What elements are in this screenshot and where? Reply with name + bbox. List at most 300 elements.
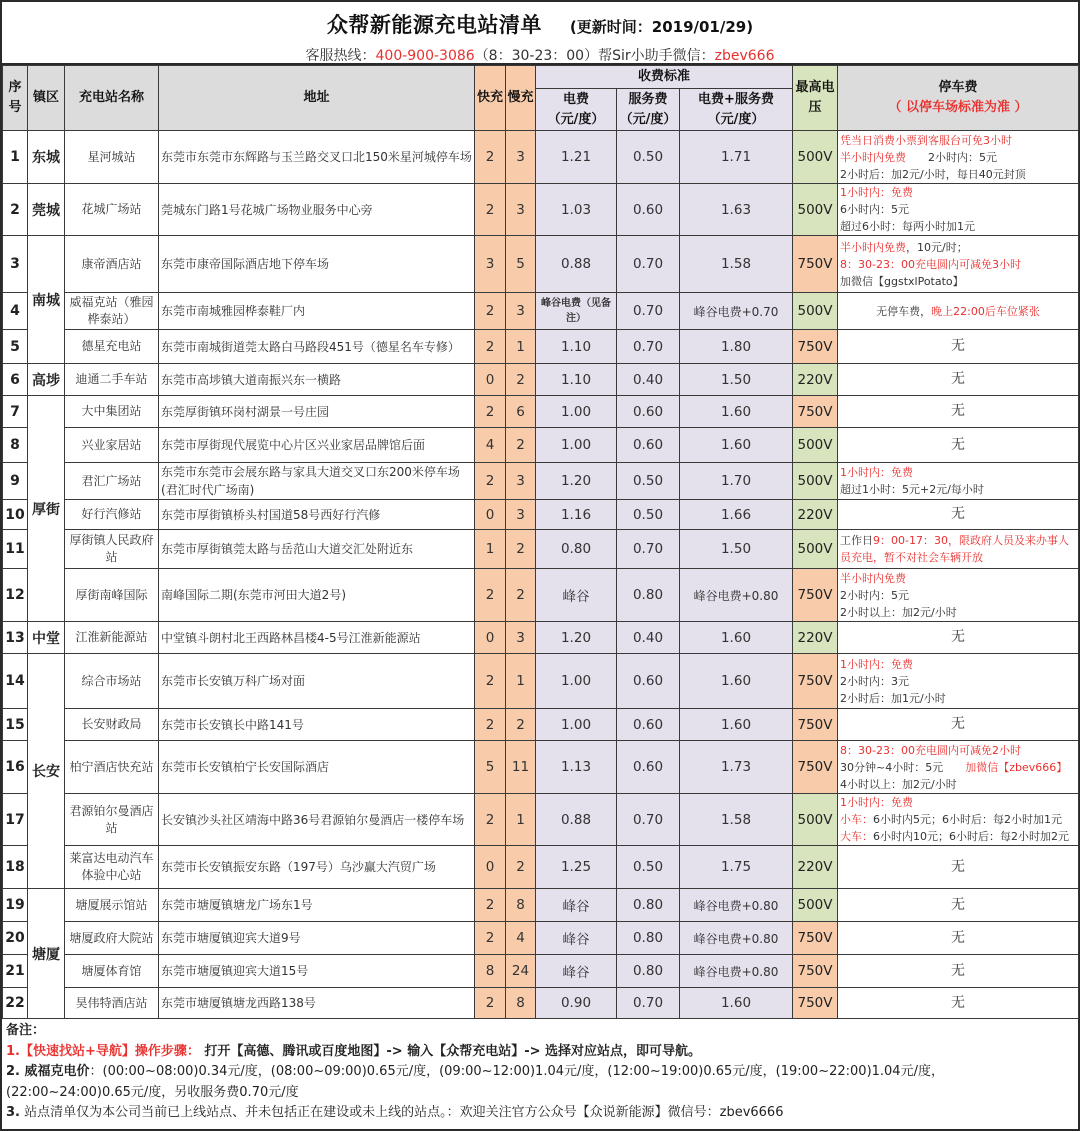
row-fast-count: 2 [475, 463, 506, 500]
parking-line-tail: 2小时内：5元 [906, 150, 997, 164]
row-elec-fee: 1.20 [536, 622, 617, 654]
row-slow-count: 8 [506, 988, 536, 1019]
row-elec-fee: 1.13 [536, 741, 617, 794]
parking-line [840, 132, 1076, 149]
row-town: 厚街 [28, 396, 65, 622]
row-fast-count: 0 [475, 500, 506, 530]
parking-line [840, 256, 1076, 273]
note-2-body2: (22:00~24:00)0.65元/度，另收服务费0.70元/度 [6, 1084, 299, 1100]
row-station-name: 君源铂尔曼酒店站 [65, 794, 159, 846]
row-seq: 9 [3, 463, 28, 500]
row-station-name: 德星充电站 [65, 330, 159, 364]
parking-line [840, 184, 1076, 201]
row-town: 东城 [28, 131, 65, 184]
col-fee-group: 收费标准 [536, 66, 793, 89]
table-row [3, 709, 1079, 741]
row-total-fee: 1.60 [680, 622, 793, 654]
row-slow-count: 6 [506, 396, 536, 428]
row-total-fee: 1.60 [680, 709, 793, 741]
row-address: 东莞市厚街镇莞太路与岳范山大道交汇处附近东 [159, 530, 475, 569]
row-address: 东莞市长安镇柏宁长安国际酒店 [159, 741, 475, 794]
row-town: 高埗 [28, 364, 65, 396]
note-1-body: 打开【高德、腾讯或百度地图】-> 输入【众帮充电站】-> 选择对应站点，即可导航。 [199, 1043, 702, 1059]
row-service-fee: 0.40 [617, 622, 680, 654]
hotline-hours: （8：30-23：00）帮Sir小助手微信： [474, 48, 715, 64]
col-elec-fee-label: 电费 [562, 91, 589, 107]
parking-line-tail: 6小时内5元；6小时后：每2小时加1元 [873, 813, 1062, 826]
parking-line [840, 464, 1076, 481]
row-address: 东莞市厚街镇桥头村国道58号西好行汽修 [159, 500, 475, 530]
row-voltage: 750V [793, 569, 838, 622]
row-service-fee: 0.70 [617, 988, 680, 1019]
note-2-prefix: 2. 威福克电价 [6, 1064, 90, 1079]
row-elec-fee: 0.88 [536, 794, 617, 846]
row-parking: 无 [838, 396, 1079, 428]
row-fast-count: 2 [475, 293, 506, 330]
col-parking-note: （ 以停车场标准为准 ） [888, 100, 1028, 115]
parking-line [840, 811, 1076, 828]
row-parking [838, 463, 1079, 500]
row-seq: 22 [3, 988, 28, 1019]
row-station-name: 兴业家居站 [65, 428, 159, 463]
row-station-name: 莱富达电动汽车体验中心站 [65, 846, 159, 889]
row-service-fee: 0.80 [617, 569, 680, 622]
parking-line-text: 1小时内：免费 [840, 657, 913, 671]
row-fast-count: 0 [475, 622, 506, 654]
row-fast-count: 2 [475, 709, 506, 741]
table-row [3, 364, 1079, 396]
row-seq: 6 [3, 364, 28, 396]
note-2-cont [6, 1083, 1074, 1104]
row-slow-count: 1 [506, 654, 536, 709]
parking-line [840, 587, 1076, 604]
row-voltage: 500V [793, 184, 838, 236]
row-slow-count: 2 [506, 846, 536, 889]
parking-line [840, 759, 1076, 776]
row-service-fee: 0.60 [617, 741, 680, 794]
row-elec-fee: 1.00 [536, 396, 617, 428]
row-town: 长安 [28, 654, 65, 889]
parking-line-text: 2小时后：加2元/小时，每日40元封顶 [840, 167, 1026, 181]
row-total-fee: 峰谷电费+0.80 [680, 922, 793, 955]
row-station-name: 威福克站（雅园桦泰站） [65, 293, 159, 330]
parking-line [840, 656, 1076, 673]
row-voltage: 500V [793, 889, 838, 922]
row-voltage: 500V [793, 530, 838, 569]
row-fast-count: 0 [475, 846, 506, 889]
row-station-name: 江淮新能源站 [65, 622, 159, 654]
row-total-fee: 1.60 [680, 654, 793, 709]
row-address: 东莞市塘厦镇塘龙广场东1号 [159, 889, 475, 922]
row-seq: 21 [3, 955, 28, 988]
row-town: 南城 [28, 236, 65, 364]
col-voltage: 最高电压 [793, 66, 838, 131]
parking-line [840, 570, 1076, 587]
row-fast-count: 2 [475, 396, 506, 428]
row-voltage: 750V [793, 922, 838, 955]
row-voltage: 220V [793, 364, 838, 396]
row-fast-count: 4 [475, 428, 506, 463]
row-service-fee: 0.70 [617, 794, 680, 846]
row-voltage: 750V [793, 654, 838, 709]
table-row [3, 236, 1079, 293]
row-seq: 18 [3, 846, 28, 889]
row-slow-count: 3 [506, 184, 536, 236]
parking-line [840, 673, 1076, 690]
row-total-fee: 1.75 [680, 846, 793, 889]
row-station-name: 花城广场站 [65, 184, 159, 236]
row-seq: 10 [3, 500, 28, 530]
row-total-fee: 1.80 [680, 330, 793, 364]
row-address: 南峰国际二期(东莞市河田大道2号) [159, 569, 475, 622]
row-station-name: 星河城站 [65, 131, 159, 184]
row-parking [838, 293, 1079, 330]
row-service-fee: 0.80 [617, 955, 680, 988]
parking-line-text: 加微信【ggstxlPotato】 [840, 274, 964, 288]
row-station-name: 康帝酒店站 [65, 236, 159, 293]
row-voltage: 750V [793, 396, 838, 428]
row-slow-count: 3 [506, 131, 536, 184]
parking-line-text: 1小时内：免费 [840, 796, 913, 809]
row-town: 莞城 [28, 184, 65, 236]
row-voltage: 750V [793, 330, 838, 364]
col-total-fee [680, 89, 793, 131]
row-station-name: 好行汽修站 [65, 500, 159, 530]
row-fast-count: 2 [475, 654, 506, 709]
row-service-fee: 0.50 [617, 131, 680, 184]
note-3-prefix: 3. [6, 1105, 20, 1120]
parking-line [840, 776, 1076, 793]
row-slow-count: 2 [506, 364, 536, 396]
row-fast-count: 2 [475, 889, 506, 922]
parking-line-tail: 6小时内10元；6小时后：每2小时加2元 [873, 830, 1069, 843]
parking-line-text: 8：30-23：00充电圆内可减免2小时 [840, 743, 1021, 757]
row-voltage: 750V [793, 236, 838, 293]
station-rows [3, 131, 1079, 1019]
row-service-fee: 0.40 [617, 364, 680, 396]
col-total-fee-label: 电费+服务费 [698, 91, 774, 107]
row-slow-count: 2 [506, 709, 536, 741]
parking-line-text: 2小时后：加1元/小时 [840, 691, 946, 705]
row-elec-fee: 1.00 [536, 428, 617, 463]
parking-line-text: 半小时内免费 [840, 571, 906, 585]
row-voltage: 750V [793, 709, 838, 741]
parking-line [840, 166, 1076, 183]
row-parking [838, 794, 1079, 846]
table-row [3, 889, 1079, 922]
row-seq: 17 [3, 794, 28, 846]
col-unit-label: （元/度） [547, 111, 605, 127]
note-2-body: ：(00:00~08:00)0.34元/度，(08:00~09:00)0.65元/度，(09:00~12:00)1.04元/度，(12:00~19:00)0.65元/度，(19:00~22:00)1.04元/度， [89, 1064, 944, 1079]
note-2 [6, 1062, 1074, 1083]
parking-line-text: 超过1小时：5元+2元/每小时 [840, 483, 984, 496]
page-title: 众帮新能源充电站清单 [326, 13, 542, 37]
row-parking [838, 654, 1079, 709]
row-voltage: 220V [793, 500, 838, 530]
table-row [3, 184, 1079, 236]
parking-line-text: 大车： [840, 830, 873, 843]
row-total-fee: 1.50 [680, 530, 793, 569]
parking-line-text: 半小时内免费 [840, 150, 906, 164]
update-date: (更新时间：2019/01/29) [569, 18, 754, 36]
parking-line-text: 4小时以上：加2元/小时 [840, 777, 957, 791]
table-row [3, 131, 1079, 184]
row-address: 东莞市康帝国际酒店地下停车场 [159, 236, 475, 293]
row-parking [838, 530, 1079, 569]
table-row [3, 988, 1079, 1019]
row-fast-count: 2 [475, 922, 506, 955]
row-total-fee: 1.60 [680, 988, 793, 1019]
row-parking: 无 [838, 622, 1079, 654]
row-elec-fee: 0.90 [536, 988, 617, 1019]
row-total-fee: 峰谷电费+0.70 [680, 293, 793, 330]
row-service-fee: 0.50 [617, 463, 680, 500]
row-slow-count: 5 [506, 236, 536, 293]
row-total-fee: 峰谷电费+0.80 [680, 955, 793, 988]
col-town: 镇区 [28, 66, 65, 131]
col-service-fee [617, 89, 680, 131]
table-row [3, 846, 1079, 889]
col-service-fee-label: 服务费 [628, 91, 668, 107]
row-fast-count: 2 [475, 184, 506, 236]
parking-line-text: 小车： [840, 813, 873, 826]
table-row [3, 500, 1079, 530]
col-slow: 慢充 [506, 66, 536, 131]
parking-line [840, 828, 1076, 845]
row-fast-count: 1 [475, 530, 506, 569]
row-address: 莞城东门路1号花城广场物业服务中心旁 [159, 184, 475, 236]
parking-line-text: 1小时内：免费 [840, 466, 913, 479]
parking-line-text: 超过6小时：每两小时加1元 [840, 220, 975, 233]
table-row [3, 428, 1079, 463]
row-parking [838, 569, 1079, 622]
col-unit-label: （元/度） [707, 111, 765, 127]
row-slow-count: 2 [506, 530, 536, 569]
row-slow-count: 3 [506, 293, 536, 330]
row-station-name: 柏宁酒店快充站 [65, 741, 159, 794]
row-service-fee: 0.70 [617, 530, 680, 569]
row-address: 东莞市南城雅园桦泰鞋厂内 [159, 293, 475, 330]
row-address: 东莞厚街镇环岗村湖景一号庄园 [159, 396, 475, 428]
row-address: 东莞市长安镇长中路141号 [159, 709, 475, 741]
table-row [3, 955, 1079, 988]
row-parking [838, 184, 1079, 236]
row-service-fee: 0.60 [617, 709, 680, 741]
row-seq: 19 [3, 889, 28, 922]
row-voltage: 750V [793, 988, 838, 1019]
wechat-id: zbev666 [714, 48, 775, 64]
row-total-fee: 1.58 [680, 236, 793, 293]
row-station-name: 昊伟特酒店站 [65, 988, 159, 1019]
title-block [2, 2, 1078, 65]
row-parking: 无 [838, 428, 1079, 463]
row-station-name: 君汇广场站 [65, 463, 159, 500]
col-seq: 序号 [3, 66, 28, 131]
row-seq: 2 [3, 184, 28, 236]
parking-line [840, 742, 1076, 759]
row-elec-fee: 1.10 [536, 330, 617, 364]
row-elec-fee: 峰谷电费（见备注） [536, 293, 617, 330]
col-fast: 快充 [475, 66, 506, 131]
row-station-name: 厚街镇人民政府站 [65, 530, 159, 569]
parking-line-tail: 加微信【zbev666】 [943, 760, 1068, 774]
parking-line [840, 239, 1076, 256]
row-address: 东莞市东莞市东辉路与玉兰路交叉口北150米星河城停车场 [159, 131, 475, 184]
row-elec-fee: 0.88 [536, 236, 617, 293]
row-town: 中堂 [28, 622, 65, 654]
row-town: 塘厦 [28, 889, 65, 1019]
row-total-fee: 1.66 [680, 500, 793, 530]
row-elec-fee: 峰谷 [536, 922, 617, 955]
row-seq: 16 [3, 741, 28, 794]
parking-line [840, 149, 1076, 166]
row-address: 东莞市东莞市会展东路与家具大道交叉口东200米停车场(君汇时代广场南) [159, 463, 475, 500]
row-slow-count: 1 [506, 330, 536, 364]
row-station-name: 迪通二手车站 [65, 364, 159, 396]
row-address: 东莞市南城街道莞太路白马路段451号（德星名车专修） [159, 330, 475, 364]
row-voltage: 500V [793, 131, 838, 184]
table-row [3, 794, 1079, 846]
row-fast-count: 3 [475, 236, 506, 293]
row-address: 中堂镇斗朗村北王西路林昌楼4-5号江淮新能源站 [159, 622, 475, 654]
row-elec-fee: 峰谷 [536, 889, 617, 922]
row-station-name: 塘厦展示馆站 [65, 889, 159, 922]
row-service-fee: 0.80 [617, 922, 680, 955]
row-parking: 无 [838, 988, 1079, 1019]
col-address: 地址 [159, 66, 475, 131]
col-parking-label: 停车费 [938, 80, 978, 95]
row-seq: 4 [3, 293, 28, 330]
row-parking: 无 [838, 846, 1079, 889]
table-row [3, 463, 1079, 500]
row-station-name: 综合市场站 [65, 654, 159, 709]
row-voltage: 220V [793, 846, 838, 889]
row-seq: 3 [3, 236, 28, 293]
row-station-name: 厚街南峰国际 [65, 569, 159, 622]
row-parking: 无 [838, 889, 1079, 922]
row-seq: 11 [3, 530, 28, 569]
row-elec-fee: 1.03 [536, 184, 617, 236]
parking-line-text: 工作日 [840, 534, 873, 547]
row-address: 东莞市塘厦镇迎宾大道15号 [159, 955, 475, 988]
parking-line [840, 794, 1076, 811]
row-slow-count: 8 [506, 889, 536, 922]
row-seq: 8 [3, 428, 28, 463]
row-service-fee: 0.80 [617, 889, 680, 922]
station-table [2, 65, 1079, 1019]
note-1 [6, 1042, 1074, 1063]
parking-line-text: 1小时内：免费 [840, 186, 913, 199]
table-row [3, 654, 1079, 709]
row-slow-count: 2 [506, 569, 536, 622]
note-1-prefix: 1.【快速找站+导航】操作步骤： [6, 1043, 200, 1059]
row-address: 长安镇沙头社区靖海中路36号君源铂尔曼酒店一楼停车场 [159, 794, 475, 846]
row-elec-fee: 1.10 [536, 364, 617, 396]
row-service-fee: 0.60 [617, 396, 680, 428]
row-service-fee: 0.70 [617, 330, 680, 364]
row-address: 东莞市塘厦镇迎宾大道9号 [159, 922, 475, 955]
row-voltage: 750V [793, 741, 838, 794]
row-parking: 无 [838, 709, 1079, 741]
row-seq: 12 [3, 569, 28, 622]
row-slow-count: 3 [506, 500, 536, 530]
note-3 [6, 1103, 1074, 1124]
row-slow-count: 1 [506, 794, 536, 846]
parking-text: 无停车费， [876, 304, 932, 318]
row-voltage: 500V [793, 794, 838, 846]
row-slow-count: 4 [506, 922, 536, 955]
parking-line [840, 201, 1076, 218]
row-parking: 无 [838, 922, 1079, 955]
row-voltage: 500V [793, 293, 838, 330]
row-fast-count: 5 [475, 741, 506, 794]
row-service-fee: 0.60 [617, 428, 680, 463]
row-service-fee: 0.60 [617, 184, 680, 236]
parking-line-text: 30分钟~4小时：5元 [840, 760, 944, 774]
row-fast-count: 2 [475, 569, 506, 622]
row-slow-count: 24 [506, 955, 536, 988]
row-station-name: 塘厦政府大院站 [65, 922, 159, 955]
parking-line [840, 273, 1076, 290]
parking-line-tail: ，10元/时； [906, 240, 968, 254]
parking-line-text: 凭当日消费小票到客服台可免3小时 [840, 133, 1012, 147]
row-address: 东莞市高埗镇大道南振兴东一横路 [159, 364, 475, 396]
row-station-name: 大中集团站 [65, 396, 159, 428]
row-parking: 无 [838, 364, 1079, 396]
table-row [3, 622, 1079, 654]
notes-section [2, 1019, 1078, 1126]
parking-line-tail: 9：00-17：30，限政府人员及来办事人员充电，暂不对社会车辆开放 [840, 534, 1069, 564]
row-elec-fee: 1.21 [536, 131, 617, 184]
hotline-label: 客服热线： [305, 48, 376, 64]
row-total-fee: 1.58 [680, 794, 793, 846]
col-parking [838, 66, 1079, 131]
row-slow-count: 2 [506, 428, 536, 463]
row-station-name: 塘厦体育馆 [65, 955, 159, 988]
parking-line [840, 532, 1076, 566]
parking-line-text: 2小时以上：加2元/小时 [840, 605, 957, 619]
row-address: 东莞市厚街现代展览中心片区兴业家居品牌馆后面 [159, 428, 475, 463]
parking-line-text: 2小时内：3元 [840, 674, 909, 688]
row-parking: 无 [838, 330, 1079, 364]
note-3-body: 站点清单仅为本公司当前已上线站点、并未包括正在建设或未上线的站点。：欢迎关注官方公众号【众说新能源】微信号：zbev6666 [19, 1105, 784, 1120]
table-row [3, 396, 1079, 428]
row-elec-fee: 1.16 [536, 500, 617, 530]
hotline-number: 400-900-3086 [375, 48, 475, 64]
col-elec-fee [536, 89, 617, 131]
row-seq: 15 [3, 709, 28, 741]
table-row [3, 330, 1079, 364]
row-elec-fee: 1.00 [536, 654, 617, 709]
row-parking: 无 [838, 955, 1079, 988]
row-service-fee: 0.70 [617, 236, 680, 293]
row-fast-count: 2 [475, 131, 506, 184]
row-fast-count: 2 [475, 330, 506, 364]
row-fast-count: 2 [475, 988, 506, 1019]
row-address: 东莞市塘厦镇塘龙西路138号 [159, 988, 475, 1019]
row-seq: 20 [3, 922, 28, 955]
row-parking: 无 [838, 500, 1079, 530]
parking-line-text: 半小时内免费 [840, 240, 906, 254]
parking-line-text: 2小时内：5元 [840, 588, 909, 602]
row-elec-fee: 1.00 [536, 709, 617, 741]
row-service-fee: 0.50 [617, 500, 680, 530]
row-parking [838, 741, 1079, 794]
row-fast-count: 8 [475, 955, 506, 988]
row-total-fee: 1.71 [680, 131, 793, 184]
row-slow-count: 3 [506, 463, 536, 500]
row-total-fee: 1.60 [680, 396, 793, 428]
